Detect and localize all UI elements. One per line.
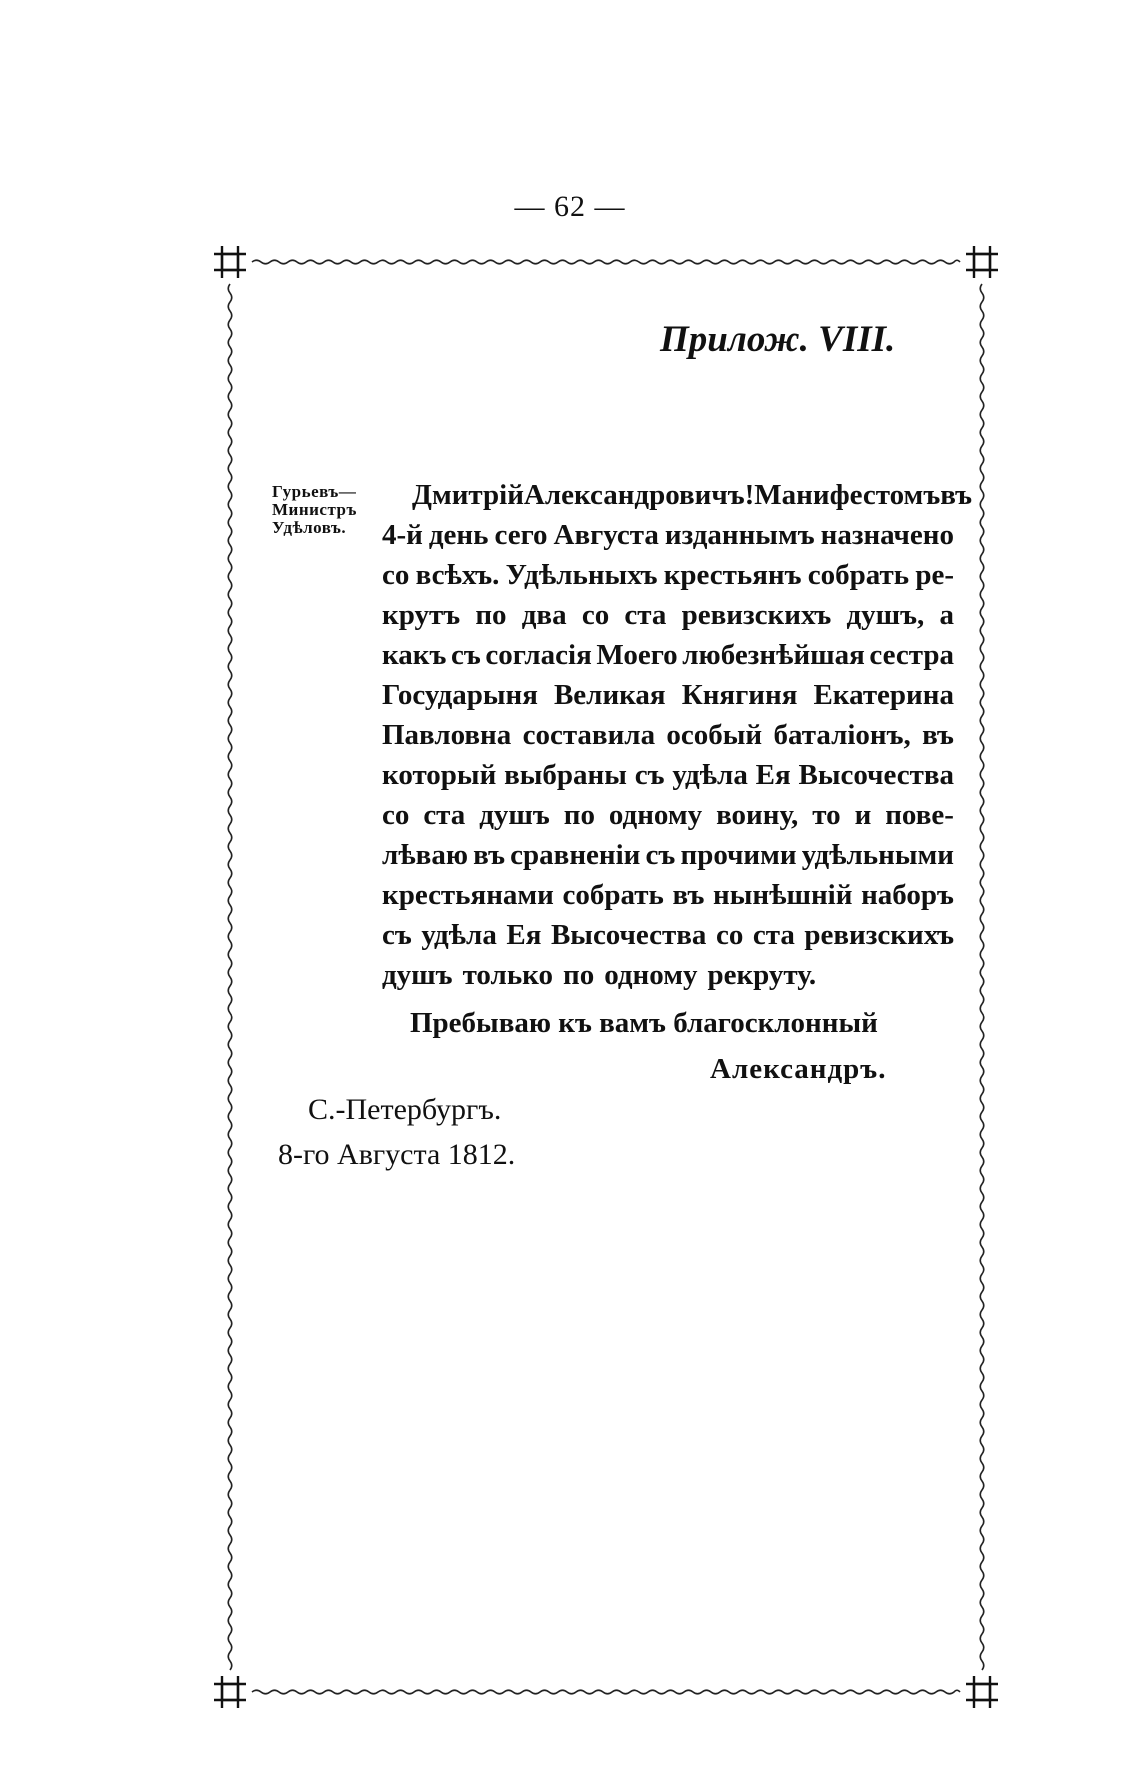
- body-word: Удѣльныхъ: [505, 559, 658, 591]
- body-word: ста: [624, 599, 667, 631]
- body-word: Ея: [755, 759, 791, 791]
- body-word: наборъ: [861, 879, 954, 911]
- body-word: 4-й: [382, 519, 423, 551]
- border-line: [228, 284, 232, 1670]
- margin-note-line: Министръ: [272, 500, 357, 519]
- body-word: воину,: [716, 799, 799, 831]
- body-word: съ: [634, 759, 665, 791]
- body-word: ре-: [915, 559, 954, 591]
- body-word: какъ: [382, 639, 447, 671]
- body-word: въ: [473, 839, 506, 871]
- body-word: изданнымъ: [664, 519, 815, 551]
- body-word: пове-: [885, 799, 954, 831]
- body-word: Павловна: [382, 719, 512, 751]
- body-word: крутъ: [382, 599, 461, 631]
- body-word: собрать: [807, 559, 910, 591]
- body-word: душъ: [479, 799, 550, 831]
- body-word: выбраны: [504, 759, 627, 791]
- body-word: по: [563, 799, 595, 831]
- body-word: Манифестомъ: [754, 479, 941, 511]
- body-word: душъ,: [846, 599, 925, 631]
- body-word: Высочества: [798, 759, 954, 791]
- body-word: рекруту.: [707, 959, 817, 991]
- letter-date: 8-го Августа 1812.: [278, 1138, 516, 1171]
- body-word: Великая: [553, 679, 666, 711]
- body-word: Высочества: [550, 919, 707, 951]
- body-word: со: [382, 799, 410, 831]
- body-line: [382, 795, 954, 835]
- corner-ornament-icon: [966, 246, 998, 278]
- body-word: особый: [666, 719, 763, 751]
- body-word: день: [428, 519, 489, 551]
- body-word: лѣваю: [382, 839, 468, 871]
- margin-note-line: Удѣловъ.: [272, 518, 347, 537]
- body-word: любезнѣйшая: [682, 639, 865, 671]
- border-line: [980, 284, 984, 1670]
- body-word: по: [562, 959, 595, 991]
- body-word: Дмитрій: [412, 479, 524, 511]
- border-line: [252, 1690, 960, 1694]
- body-word: ста: [423, 799, 466, 831]
- body-line: [382, 915, 954, 955]
- body-word: удѣльными: [801, 839, 954, 871]
- body-line: [382, 755, 954, 795]
- body-word: въ: [940, 479, 973, 511]
- body-word: согласія: [485, 639, 592, 671]
- body-word: съ: [382, 919, 412, 951]
- margin-note: [272, 483, 382, 537]
- body-line: [382, 875, 954, 915]
- body-word: и: [854, 799, 872, 831]
- body-word: со: [715, 919, 744, 951]
- body-word: то: [812, 799, 841, 831]
- body-word: ревизскихъ: [681, 599, 832, 631]
- body-word: душъ: [382, 959, 453, 991]
- body-line: [382, 515, 954, 555]
- letter-body: [382, 475, 973, 995]
- body-word: назначено: [820, 519, 954, 551]
- body-word: Августа: [553, 519, 659, 551]
- body-word: два: [521, 599, 567, 631]
- body-word: въ: [922, 719, 954, 751]
- signature: Александръ.: [710, 1053, 887, 1085]
- body-word: нынѣшній: [713, 879, 853, 911]
- corner-ornament-icon: [214, 1676, 246, 1708]
- corner-ornament-icon: [966, 1676, 998, 1708]
- body-line: [382, 635, 954, 675]
- body-word: удѣла: [672, 759, 748, 791]
- body-word: крестьянами: [382, 879, 554, 911]
- corner-ornament-icon: [214, 246, 246, 278]
- body-word: сравненіи: [510, 839, 641, 871]
- body-word: со: [382, 559, 410, 591]
- body-word: Княгиня: [681, 679, 798, 711]
- body-word: ревизскихъ: [804, 919, 954, 951]
- body-word: крестьянъ: [663, 559, 802, 591]
- body-word: всѣхъ.: [415, 559, 500, 591]
- body-word: по: [475, 599, 507, 631]
- body-line: [382, 675, 954, 715]
- body-word: только: [462, 959, 553, 991]
- body-line: [382, 955, 954, 995]
- closing-phrase: Пребываю къ вамъ благосклонный: [410, 1007, 878, 1039]
- body-word: Екатерина: [813, 679, 954, 711]
- body-line: [382, 715, 954, 755]
- body-word: а: [939, 599, 954, 631]
- body-word: одному: [604, 959, 698, 991]
- margin-note-line: Гурьевъ—: [272, 482, 357, 501]
- place-of-writing: С.-Петербургъ.: [308, 1093, 502, 1126]
- body-word: Моего: [596, 639, 678, 671]
- body-word: удѣла: [421, 919, 497, 951]
- body-word: который: [382, 759, 497, 791]
- page-number: — 62 —: [514, 190, 626, 223]
- body-word: составила: [522, 719, 656, 751]
- body-word: собрать: [562, 879, 664, 911]
- body-word: съ: [645, 839, 676, 871]
- body-word: со: [581, 599, 610, 631]
- body-word: въ: [672, 879, 705, 911]
- body-line: [382, 555, 954, 595]
- body-word: сестра: [869, 639, 954, 671]
- body-line: [382, 475, 973, 515]
- body-word: съ: [450, 639, 481, 671]
- body-word: Александровичъ!: [523, 479, 755, 511]
- body-word: сего: [494, 519, 548, 551]
- border-line: [252, 260, 960, 264]
- body-word: одному: [608, 799, 703, 831]
- body-line: [382, 595, 954, 635]
- body-line: [382, 835, 954, 875]
- body-word: Ея: [506, 919, 542, 951]
- body-word: баталіонъ,: [773, 719, 911, 751]
- body-word: Государыня: [382, 679, 538, 711]
- body-word: ста: [752, 919, 795, 951]
- appendix-label: Прилож. VIII.: [660, 319, 896, 360]
- body-word: прочими: [680, 839, 797, 871]
